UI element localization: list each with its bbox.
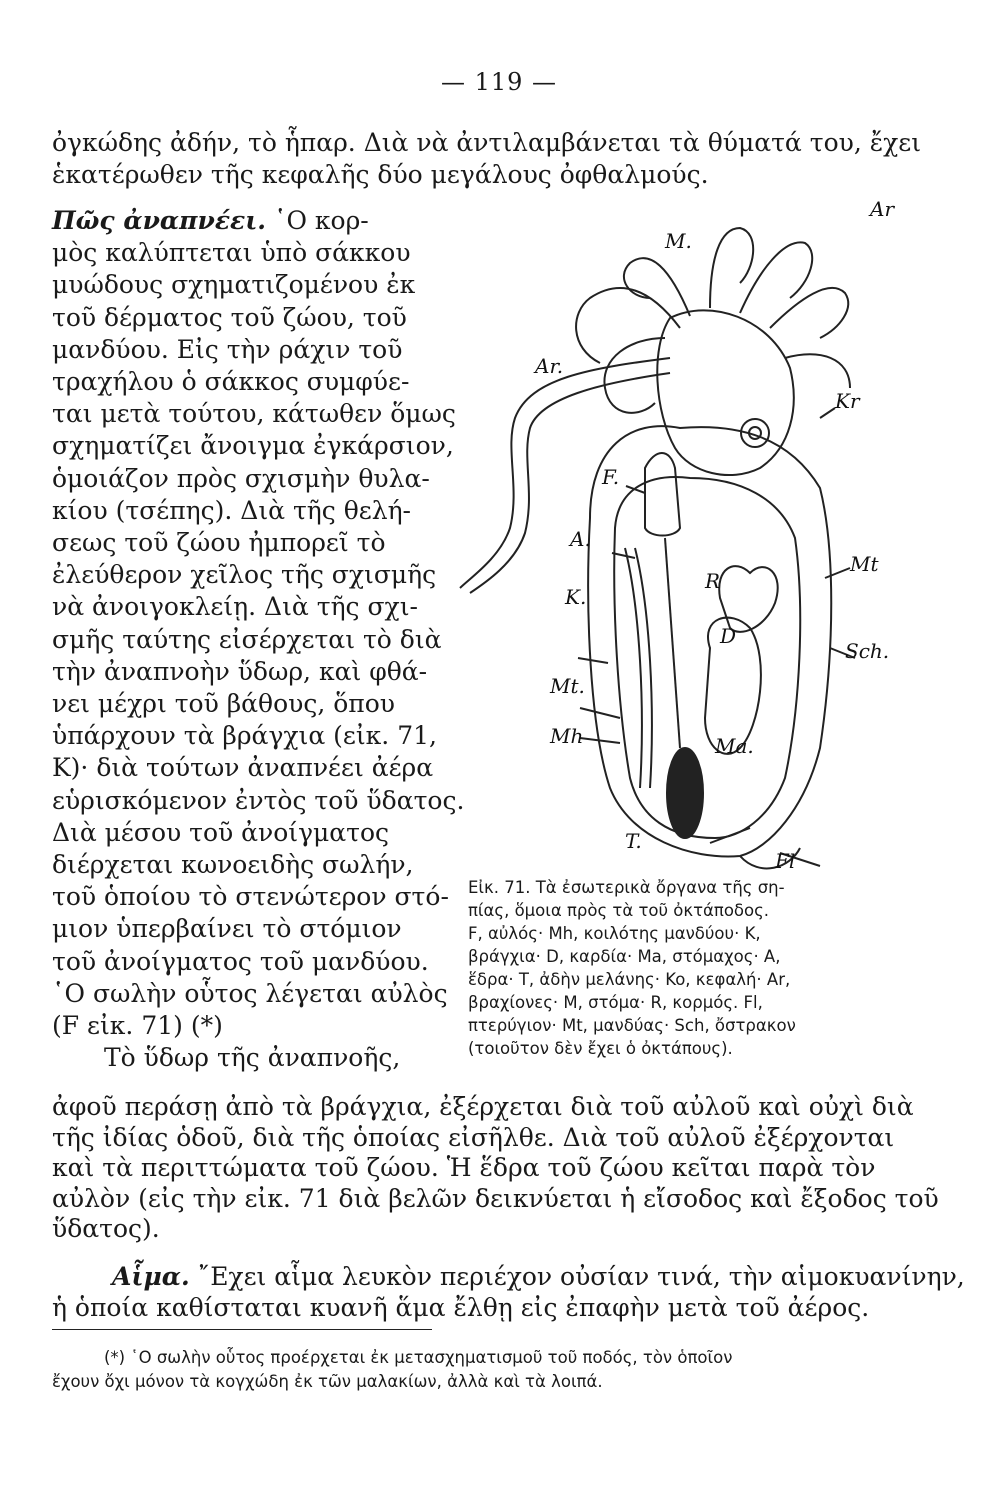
label-fl: Fl: [775, 849, 796, 873]
section-heading: Πῶς ἀναπνέει.: [52, 206, 267, 235]
label-mt-left: Mt.: [550, 674, 585, 698]
column-line: σεως τοῦ ζώου ἠμπορεῖ τὸ: [52, 528, 386, 558]
column-line: Διὰ μέσου τοῦ ἀνοίγματος: [52, 817, 390, 847]
column-line: Τὸ ὕδωρ τῆς ἀναπνοῆς,: [104, 1043, 401, 1073]
head-outline: [657, 310, 793, 475]
label-mt-right: Mt: [850, 552, 879, 576]
blood-heading: Αἷμα.: [112, 1262, 190, 1291]
label-ma: Ma.: [715, 734, 754, 758]
tentacle: [460, 358, 670, 588]
label-ar-left: Ar.: [535, 354, 564, 378]
caption-line: (τοιοῦτον δὲν ἔχει ὁ ὀκτάπους).: [468, 1039, 733, 1058]
label-f: F.: [602, 465, 620, 489]
body-line: ὕδατος).: [52, 1214, 160, 1243]
column-line: (F εἰκ. 71) (*): [52, 1011, 223, 1041]
blood-paragraph: [52, 1262, 965, 1323]
column-line: κίου (τσέπης). Διὰ τῆς θελή-: [52, 495, 411, 525]
label-kr: Kr: [835, 389, 860, 413]
label-sch: Sch.: [845, 639, 890, 663]
figure-caption: [468, 876, 928, 1060]
funnel: [645, 453, 680, 536]
column-line: νὰ ἀνοιγοκλείῃ. Διὰ τῆς σχι-: [52, 592, 418, 622]
label-d: D: [720, 624, 737, 648]
footnote-line: (*) ῾Ο σωλὴν οὗτος προέρχεται ἐκ μετασχηματισμοῦ τοῦ ποδός, τὸν ὁποῖον: [104, 1348, 733, 1367]
caption-line: βραχίονες· M, στόμα· R, κορμός. Fl,: [468, 993, 763, 1012]
body-line: αὐλὸν (εἰς τὴν εἰκ. 71 διὰ βελῶν δεικνύεται ἡ εἴσοδος καὶ ἔξοδος τοῦ: [52, 1183, 939, 1213]
ink-gland: [667, 748, 703, 838]
label-r: R: [705, 569, 721, 593]
caption-line: Εἰκ. 71. Τὰ ἐσωτερικὰ ὄργανα τῆς ση-: [468, 878, 785, 897]
label-mh: Mh: [550, 724, 584, 748]
caption-line: πτερύγιον· Mt, μανδύας· Sch, ὄστρακον: [468, 1016, 796, 1035]
cuttlefish-figure: [440, 188, 960, 878]
blood-line: ῎Εχει αἷμα λευκὸν περιέχον οὐσίαν τινά, τὴν αἱμοκυανίνην,: [197, 1262, 965, 1291]
label-m: M.: [665, 229, 692, 253]
column-line: ὁμοιάζον πρὸς σχισμὴν θυλα-: [52, 463, 430, 493]
column-line: διέρχεται κωνοειδὴς σωλήν,: [52, 850, 414, 880]
arm: [770, 288, 848, 338]
column-line: σχηματίζει ἄνοιγμα ἐγκάρσιον,: [52, 431, 454, 461]
column-line: ται μετὰ τούτου, κάτωθεν ὅμως: [52, 399, 456, 429]
body-paragraph: [52, 1092, 952, 1245]
body-line: ἀφοῦ περάσῃ ἀπὸ τὰ βράγχια, ἐξέρχεται διὰ τοῦ αὐλοῦ καὶ οὐχὶ διὰ: [52, 1092, 914, 1121]
column-line: ὑπάρχουν τὰ βράγχια (εἰκ. 71,: [52, 721, 437, 751]
top-line-2: ἑκατέρωθεν τῆς κεφαλῆς δύο μεγάλους ὀφθαλμούς.: [52, 160, 709, 189]
column-line: τοῦ δέρματος τοῦ ζώου, τοῦ: [52, 302, 407, 332]
column-line: τὴν ἀναπνοὴν ὕδωρ, καὶ φθά-: [52, 656, 428, 686]
caption-line: πίας, ὅμοια πρὸς τὰ τοῦ ὀκτάποδος.: [468, 901, 770, 920]
tentacle: [470, 373, 670, 593]
footnote: [52, 1346, 952, 1394]
column-line: ῾Ο κορ-: [273, 206, 369, 235]
caption-line: F, αὐλός· Mh, κοιλότης μανδύου· K,: [468, 924, 761, 943]
label-a: A.: [570, 527, 591, 551]
body-line: τῆς ἰδίας ὁδοῦ, διὰ τῆς ὁποίας εἰσῆλθε. Διὰ τοῦ αὐλοῦ ἐξέρχονται: [52, 1122, 895, 1152]
text-column: [52, 205, 465, 1074]
mantle-inner: [614, 477, 800, 838]
arm: [624, 258, 690, 316]
column-line: μιον ὑπερβαίνει τὸ στόμιον: [52, 914, 402, 944]
column-line: μυώδους σχηματιζομένου ἐκ: [52, 270, 416, 300]
column-line: τοῦ ὁποίου τὸ στενώτερον στό-: [52, 882, 449, 912]
column-line: ῾Ο σωλὴν οὗτος λέγεται αὐλὸς: [52, 978, 448, 1008]
column-line: τοῦ ἀνοίγματος τοῦ μανδύου.: [52, 946, 429, 976]
gill: [625, 548, 642, 788]
caption-line: ἕδρα· T, ἀδὴν μελάνης· Ko, κεφαλή· Ar,: [468, 970, 791, 989]
label-ar-top: Ar: [870, 197, 895, 221]
blood-line: ἡ ὁποία καθίσταται κυανῆ ἅμα ἔλθῃ εἰς ἐπαφὴν μετὰ τοῦ ἀέρος.: [52, 1292, 870, 1322]
footnote-rule: [52, 1329, 432, 1330]
arm: [785, 354, 850, 388]
column-line: Κ)· διὰ τούτων ἀναπνέει ἀέρα: [52, 753, 434, 783]
body-line: καὶ τὰ περιττώματα τοῦ ζώου. Ἡ ἕδρα τοῦ ζώου κεῖται παρὰ τὸν: [52, 1153, 876, 1182]
column-line: σμῆς ταύτης εἰσέρχεται τὸ διὰ: [52, 624, 442, 654]
column-line: μανδύου. Εἰς τὴν ράχιν τοῦ: [52, 334, 403, 364]
caption-line: βράγχια· D, καρδία· Ma, στόμαχος· A,: [468, 947, 781, 966]
intestine: [665, 538, 680, 748]
page-number: — 119 —: [440, 68, 558, 96]
arm: [740, 242, 812, 313]
arm: [576, 288, 680, 363]
label-k: K.: [565, 585, 587, 609]
arm: [710, 228, 753, 308]
column-line: μὸς καλύπτεται ὑπὸ σάκκου: [52, 238, 411, 268]
column-line: τραχήλου ὁ σάκκος συμφύε-: [52, 367, 410, 397]
top-line-1: ὀγκώδης ἀδήν, τὸ ἧπαρ. Διὰ νὰ ἀντιλαμβάνεται τὰ θύματά του, ἔχει: [52, 128, 922, 157]
column-line: ἐλεύθερον χεῖλος τῆς σχισμῆς: [52, 560, 437, 590]
label-t: T.: [625, 829, 642, 853]
column-line: νει μέχρι τοῦ βάθους, ὅπου: [52, 689, 395, 719]
column-line: εὑρισκόμενον ἐντὸς τοῦ ὕδατος.: [52, 785, 465, 815]
heart: [719, 566, 777, 632]
mantle-outline: [588, 426, 831, 856]
footnote-line: ἔχουν ὄχι μόνον τὰ κογχώδη ἐκ τῶν μαλακίων, ἀλλὰ καὶ τὰ λοιπά.: [52, 1372, 603, 1391]
